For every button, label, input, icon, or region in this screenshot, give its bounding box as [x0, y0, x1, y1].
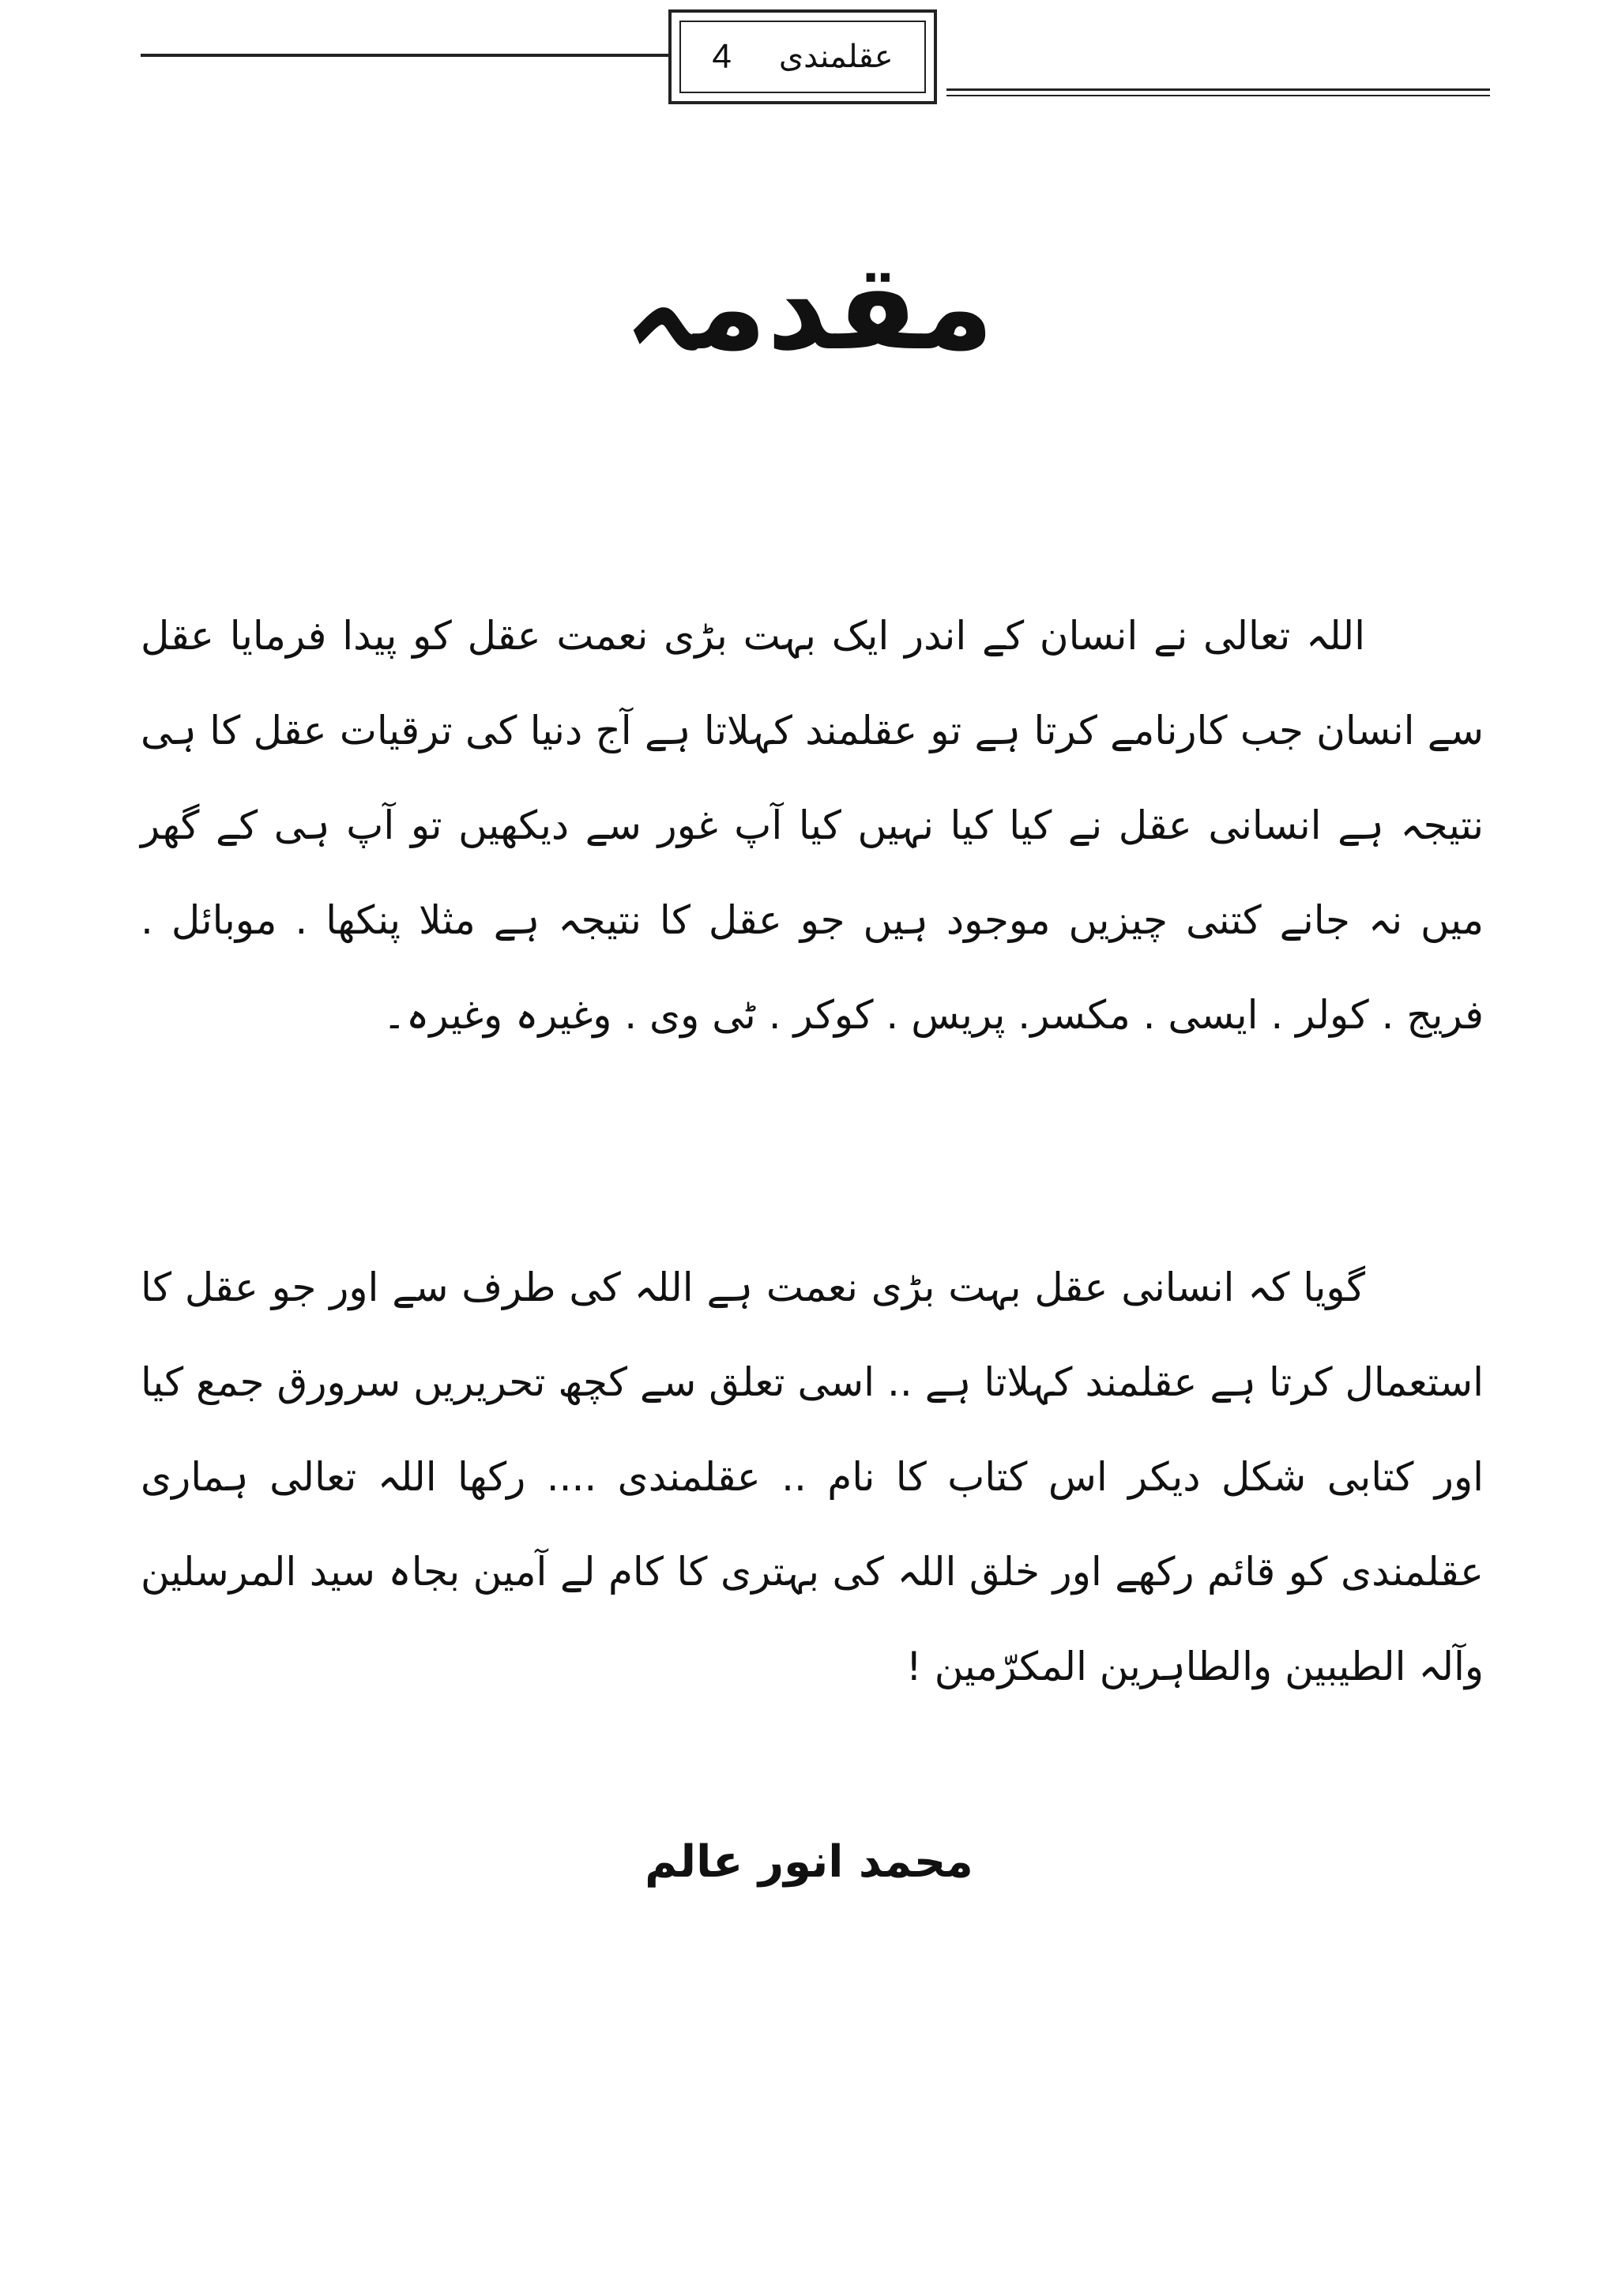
- page-header: [0, 0, 1618, 111]
- page-number: 4: [712, 37, 732, 76]
- header-rule-right: [946, 88, 1490, 91]
- page-title: مقدمہ: [623, 239, 995, 377]
- author-signature: محمد انور عالم: [645, 1836, 973, 1888]
- paragraph-2-text: گویا کہ انسانی عقل بہت بڑی نعمت ہے اللہ کی طرف سے اور جو عقل کا استعمال کرتا ہے عقلمند کہلاتا ہے .. اسی تعلق سے کچھ تحریریں سرورق جمع کیا اور کتابی شکل دیکر اس کتاب کا نام .. عقلمندی .... رکھا اللہ تعالی ہماری عقلمندی کو قائم رکھے اور خلق اللہ کی بہتری کا کام لے آمین بجاہ سید المرسلین وآلہ الطیبین والطاہرین المکرّمین !: [141, 1264, 1484, 1689]
- paragraph-1-text: اللہ تعالی نے انسان کے اندر ایک بہت بڑی نعمت عقل کو پیدا فرمایا عقل سے انسان جب کارنامے کرتا ہے تو عقلمند کہلاتا ہے آج دنیا کی ترقیات عقل کا ہی نتیجہ ہے انسانی عقل نے کیا کیا نہیں کیا آپ غور سے دیکھیں تو آپ ہی کے گھر میں نہ جانے کتنی چیزیں موجود ہیں جو عقل کا نتیجہ ہے مثلا پنکھا . موبائل . فریج . کولر . ایسی . مکسر. پریس . کوکر . ٹی وی . وغیرہ وغیرہ۔: [141, 613, 1484, 1038]
- paragraph-1: [141, 588, 1484, 1062]
- header-frame-inner: [679, 21, 926, 93]
- header-rule-left: [141, 54, 672, 57]
- running-title: عقلمندی: [778, 39, 894, 75]
- header-rule-right-secondary: [946, 95, 1490, 96]
- header-frame: [668, 9, 937, 104]
- paragraph-2: [141, 1240, 1484, 1714]
